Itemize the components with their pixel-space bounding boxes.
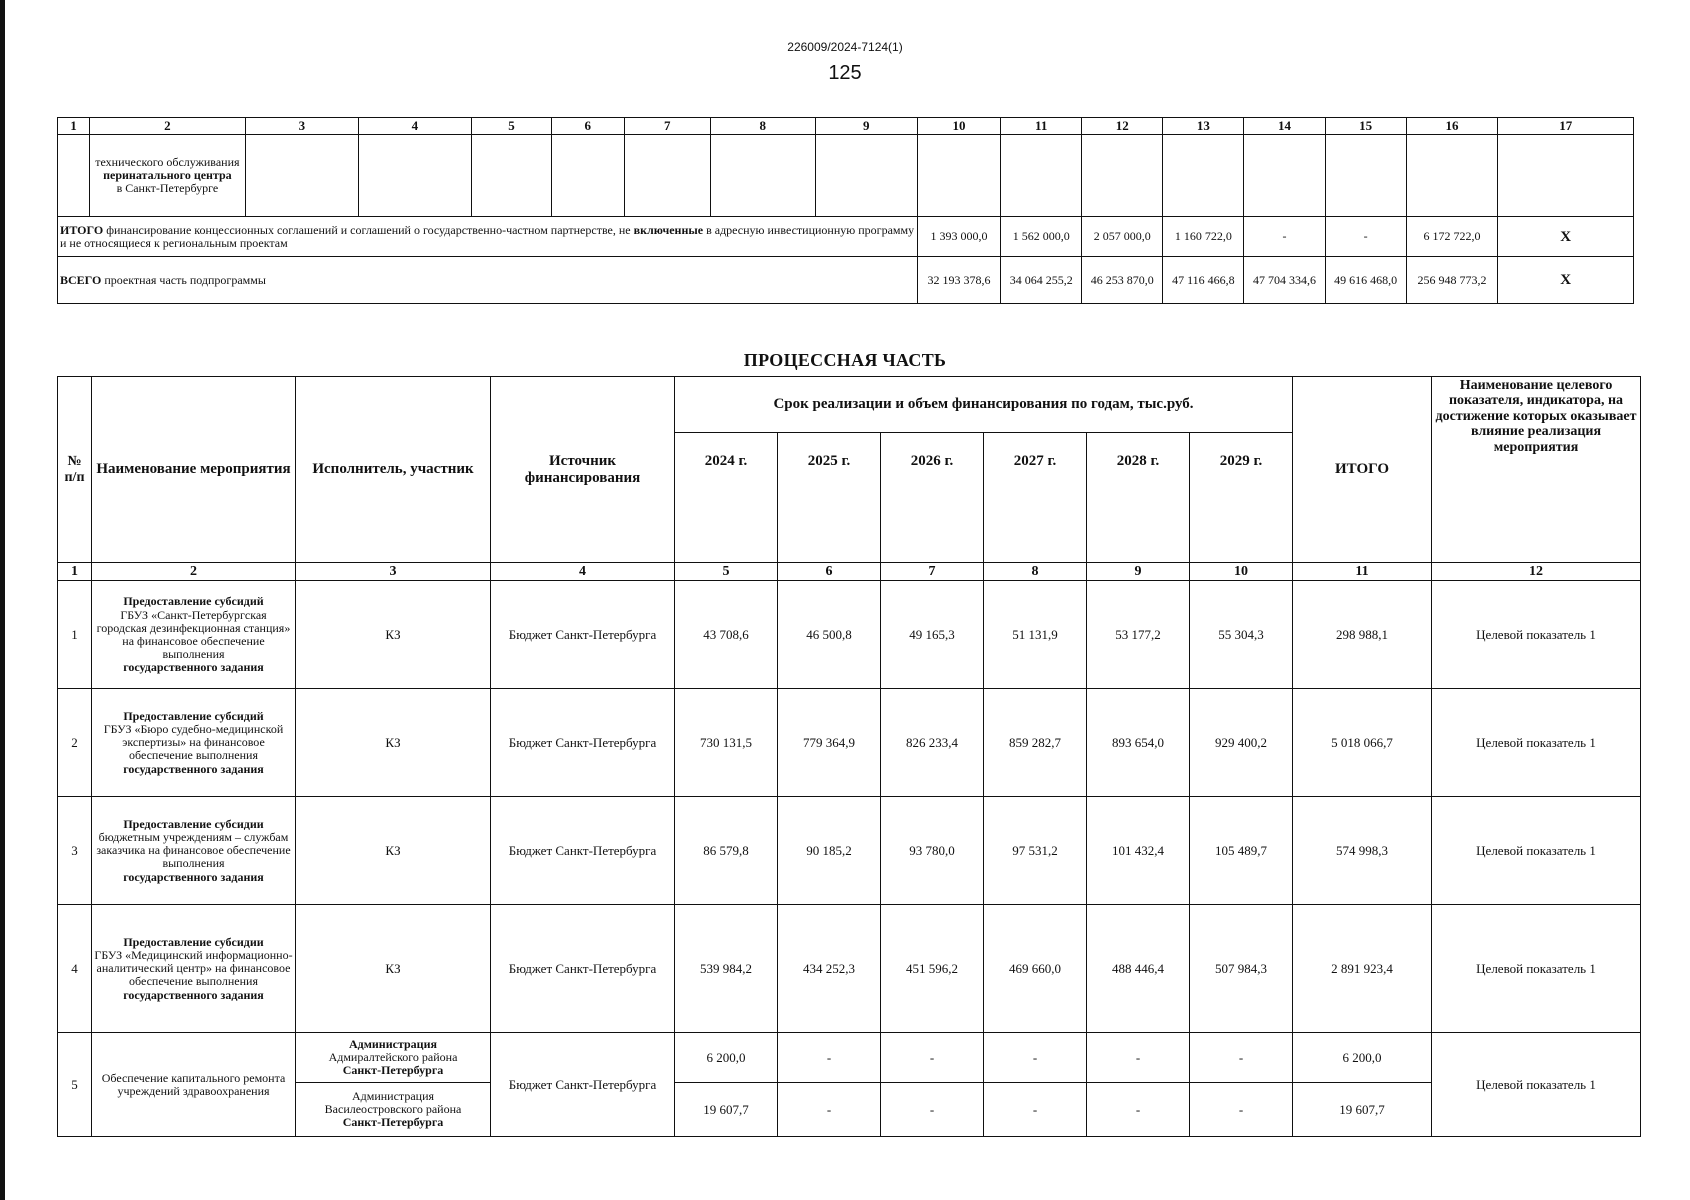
year-value: 86 579,8 (675, 797, 778, 905)
year-value: - (881, 1033, 984, 1083)
scan-edge-bar (0, 0, 5, 1200)
table-row (58, 581, 1641, 689)
target-indicator: Целевой показатель 1 (1432, 905, 1641, 1033)
year-value: 46 500,8 (778, 581, 881, 689)
year-value: 539 984,2 (675, 905, 778, 1033)
itogo-value: 1 562 000,0 (1001, 217, 1082, 257)
header-total: ИТОГО (1293, 377, 1432, 563)
executor: КЗ (296, 689, 491, 797)
year-value: 929 400,2 (1190, 689, 1293, 797)
year-value: 19 607,7 (675, 1083, 778, 1137)
itogo-value: 1 393 000,0 (917, 217, 1000, 257)
col-number: 3 (245, 118, 358, 135)
row-number: 4 (58, 905, 92, 1033)
header-year: 2029 г. (1190, 433, 1293, 563)
continued-row (58, 135, 1634, 217)
row-number: 1 (58, 581, 92, 689)
year-value: 90 185,2 (778, 797, 881, 905)
year-value: 93 780,0 (881, 797, 984, 905)
vsego-indicator: X (1498, 257, 1634, 304)
itogo-row (58, 217, 1634, 257)
year-value: - (778, 1033, 881, 1083)
table-row (58, 1033, 1641, 1083)
itogo-value: - (1325, 217, 1406, 257)
section-title: ПРОЦЕССНАЯ ЧАСТЬ (743, 350, 947, 370)
year-value: 51 131,9 (984, 581, 1087, 689)
col-number: 5 (675, 563, 778, 581)
row-number: 5 (58, 1033, 92, 1137)
header-year: 2025 г. (778, 433, 881, 563)
col-number: 10 (917, 118, 1000, 135)
continued-name-cell: технического обслуживания перинатального центра в Санкт-Петербурге (90, 135, 246, 217)
col-number: 10 (1190, 563, 1293, 581)
header-executor: Исполнитель, участник (296, 377, 491, 563)
col-number: 1 (58, 563, 92, 581)
row-total: 574 998,3 (1293, 797, 1432, 905)
year-value: 53 177,2 (1087, 581, 1190, 689)
process-part-table (57, 376, 1641, 1137)
itogo-label-cell: ИТОГО финансирование концессионных соглашений и соглашений о государственно-частном партнерстве, не включенные в адресную инвестиционную программу и не относящиеся к региональным проектам (58, 217, 918, 257)
funding-source: Бюджет Санкт-Петербурга (491, 1033, 675, 1137)
year-value: 859 282,7 (984, 689, 1087, 797)
year-value: 43 708,6 (675, 581, 778, 689)
year-value: - (984, 1033, 1087, 1083)
col-number: 6 (778, 563, 881, 581)
activity-name: Предоставление субсидии бюджетным учреждениям – службам заказчика на финансовое обеспечение выполнения государственного задания (92, 797, 296, 905)
executor: Администрация Василеостровского района Санкт-Петербурга (296, 1083, 491, 1137)
funding-source: Бюджет Санкт-Петербурга (491, 905, 675, 1033)
year-value: 434 252,3 (778, 905, 881, 1033)
executor: Администрация Адмиралтейского района Санкт-Петербурга (296, 1033, 491, 1083)
header-num: № п/п (58, 377, 92, 563)
year-value: 101 432,4 (1087, 797, 1190, 905)
project-part-table (57, 117, 1634, 304)
vsego-value: 32 193 378,6 (917, 257, 1000, 304)
header-row-1 (58, 377, 1641, 433)
col-number: 4 (491, 563, 675, 581)
row-total: 298 988,1 (1293, 581, 1432, 689)
col-number: 14 (1244, 118, 1325, 135)
vsego-total: 256 948 773,2 (1406, 257, 1498, 304)
header-name: Наименование мероприятия (92, 377, 296, 563)
funding-source: Бюджет Санкт-Петербурга (491, 797, 675, 905)
funding-source: Бюджет Санкт-Петербурга (491, 581, 675, 689)
year-value: 893 654,0 (1087, 689, 1190, 797)
itogo-value: 2 057 000,0 (1082, 217, 1163, 257)
year-value: 97 531,2 (984, 797, 1087, 905)
header-source: Источник финансирования (491, 377, 675, 563)
col-number: 3 (296, 563, 491, 581)
col-number: 2 (90, 118, 246, 135)
vsego-value: 49 616 468,0 (1325, 257, 1406, 304)
row-total: 5 018 066,7 (1293, 689, 1432, 797)
col-number: 8 (710, 118, 815, 135)
year-value: 469 660,0 (984, 905, 1087, 1033)
year-value: 55 304,3 (1190, 581, 1293, 689)
year-value: - (1190, 1083, 1293, 1137)
row-number: 2 (58, 689, 92, 797)
executor: КЗ (296, 905, 491, 1033)
executor: КЗ (296, 581, 491, 689)
row-total: 6 200,0 (1293, 1033, 1432, 1083)
year-value: 49 165,3 (881, 581, 984, 689)
row-number: 3 (58, 797, 92, 905)
row-total: 2 891 923,4 (1293, 905, 1432, 1033)
table-row (58, 689, 1641, 797)
year-value: 6 200,0 (675, 1033, 778, 1083)
table-row (58, 797, 1641, 905)
row-total: 19 607,7 (1293, 1083, 1432, 1137)
header-indicator: Наименование целевого показателя, индикатора, на достижение которых оказывает влияние реализация мероприятия (1432, 377, 1641, 563)
year-value: - (778, 1083, 881, 1137)
document-id: 226009/2024-7124(1) (787, 40, 903, 54)
year-value: 488 446,4 (1087, 905, 1190, 1033)
header-year: 2027 г. (984, 433, 1087, 563)
vsego-value: 47 116 466,8 (1163, 257, 1244, 304)
col-number: 5 (471, 118, 551, 135)
year-value: 507 984,3 (1190, 905, 1293, 1033)
itogo-indicator: X (1498, 217, 1634, 257)
header-period: Срок реализации и объем финансирования по годам, тыс.руб. (675, 377, 1293, 433)
col-number: 1 (58, 118, 90, 135)
activity-name: Обеспечение капитального ремонта учреждений здравоохранения (92, 1033, 296, 1137)
vsego-value: 34 064 255,2 (1001, 257, 1082, 304)
itogo-value: 1 160 722,0 (1163, 217, 1244, 257)
col-number: 12 (1432, 563, 1641, 581)
vsego-label-cell: ВСЕГО проектная часть подпрограммы (58, 257, 918, 304)
funding-source: Бюджет Санкт-Петербурга (491, 689, 675, 797)
itogo-total: 6 172 722,0 (1406, 217, 1498, 257)
year-value: 451 596,2 (881, 905, 984, 1033)
header-year: 2028 г. (1087, 433, 1190, 563)
col-number: 16 (1406, 118, 1498, 135)
itogo-value: - (1244, 217, 1325, 257)
col-number: 8 (984, 563, 1087, 581)
col-number: 13 (1163, 118, 1244, 135)
year-value: - (881, 1083, 984, 1137)
column-number-row (58, 563, 1641, 581)
target-indicator: Целевой показатель 1 (1432, 1033, 1641, 1137)
header-year: 2026 г. (881, 433, 984, 563)
col-number: 12 (1082, 118, 1163, 135)
col-number: 7 (881, 563, 984, 581)
year-value: 779 364,9 (778, 689, 881, 797)
activity-name: Предоставление субсидий ГБУЗ «Бюро судебно-медицинской экспертизы» на финансовое обеспечение выполнения государственного задания (92, 689, 296, 797)
col-number: 9 (1087, 563, 1190, 581)
col-number: 11 (1001, 118, 1082, 135)
year-value: - (1190, 1033, 1293, 1083)
activity-name: Предоставление субсидии ГБУЗ «Медицинский информационно-аналитический центр» на финансовое обеспечение выполнения государственного задания (92, 905, 296, 1033)
col-number: 17 (1498, 118, 1634, 135)
col-number: 9 (815, 118, 917, 135)
year-value: 826 233,4 (881, 689, 984, 797)
year-value: 730 131,5 (675, 689, 778, 797)
executor: КЗ (296, 797, 491, 905)
year-value: - (1087, 1083, 1190, 1137)
col-number: 6 (551, 118, 624, 135)
vsego-value: 46 253 870,0 (1082, 257, 1163, 304)
year-value: - (984, 1083, 1087, 1137)
target-indicator: Целевой показатель 1 (1432, 581, 1641, 689)
table-row (58, 905, 1641, 1033)
activity-name: Предоставление субсидий ГБУЗ «Санкт-Петербургская городская дезинфекционная станция» на финансовое обеспечение выполнения государственного задания (92, 581, 296, 689)
col-number: 7 (624, 118, 710, 135)
vsego-value: 47 704 334,6 (1244, 257, 1325, 304)
column-number-row (58, 118, 1634, 135)
vsego-row (58, 257, 1634, 304)
table-row (58, 1083, 1641, 1137)
target-indicator: Целевой показатель 1 (1432, 797, 1641, 905)
page-number: 125 (828, 62, 862, 84)
target-indicator: Целевой показатель 1 (1432, 689, 1641, 797)
col-number: 11 (1293, 563, 1432, 581)
col-number: 2 (92, 563, 296, 581)
col-number: 4 (358, 118, 471, 135)
year-value: 105 489,7 (1190, 797, 1293, 905)
col-number: 15 (1325, 118, 1406, 135)
header-year: 2024 г. (675, 433, 778, 563)
year-value: - (1087, 1033, 1190, 1083)
